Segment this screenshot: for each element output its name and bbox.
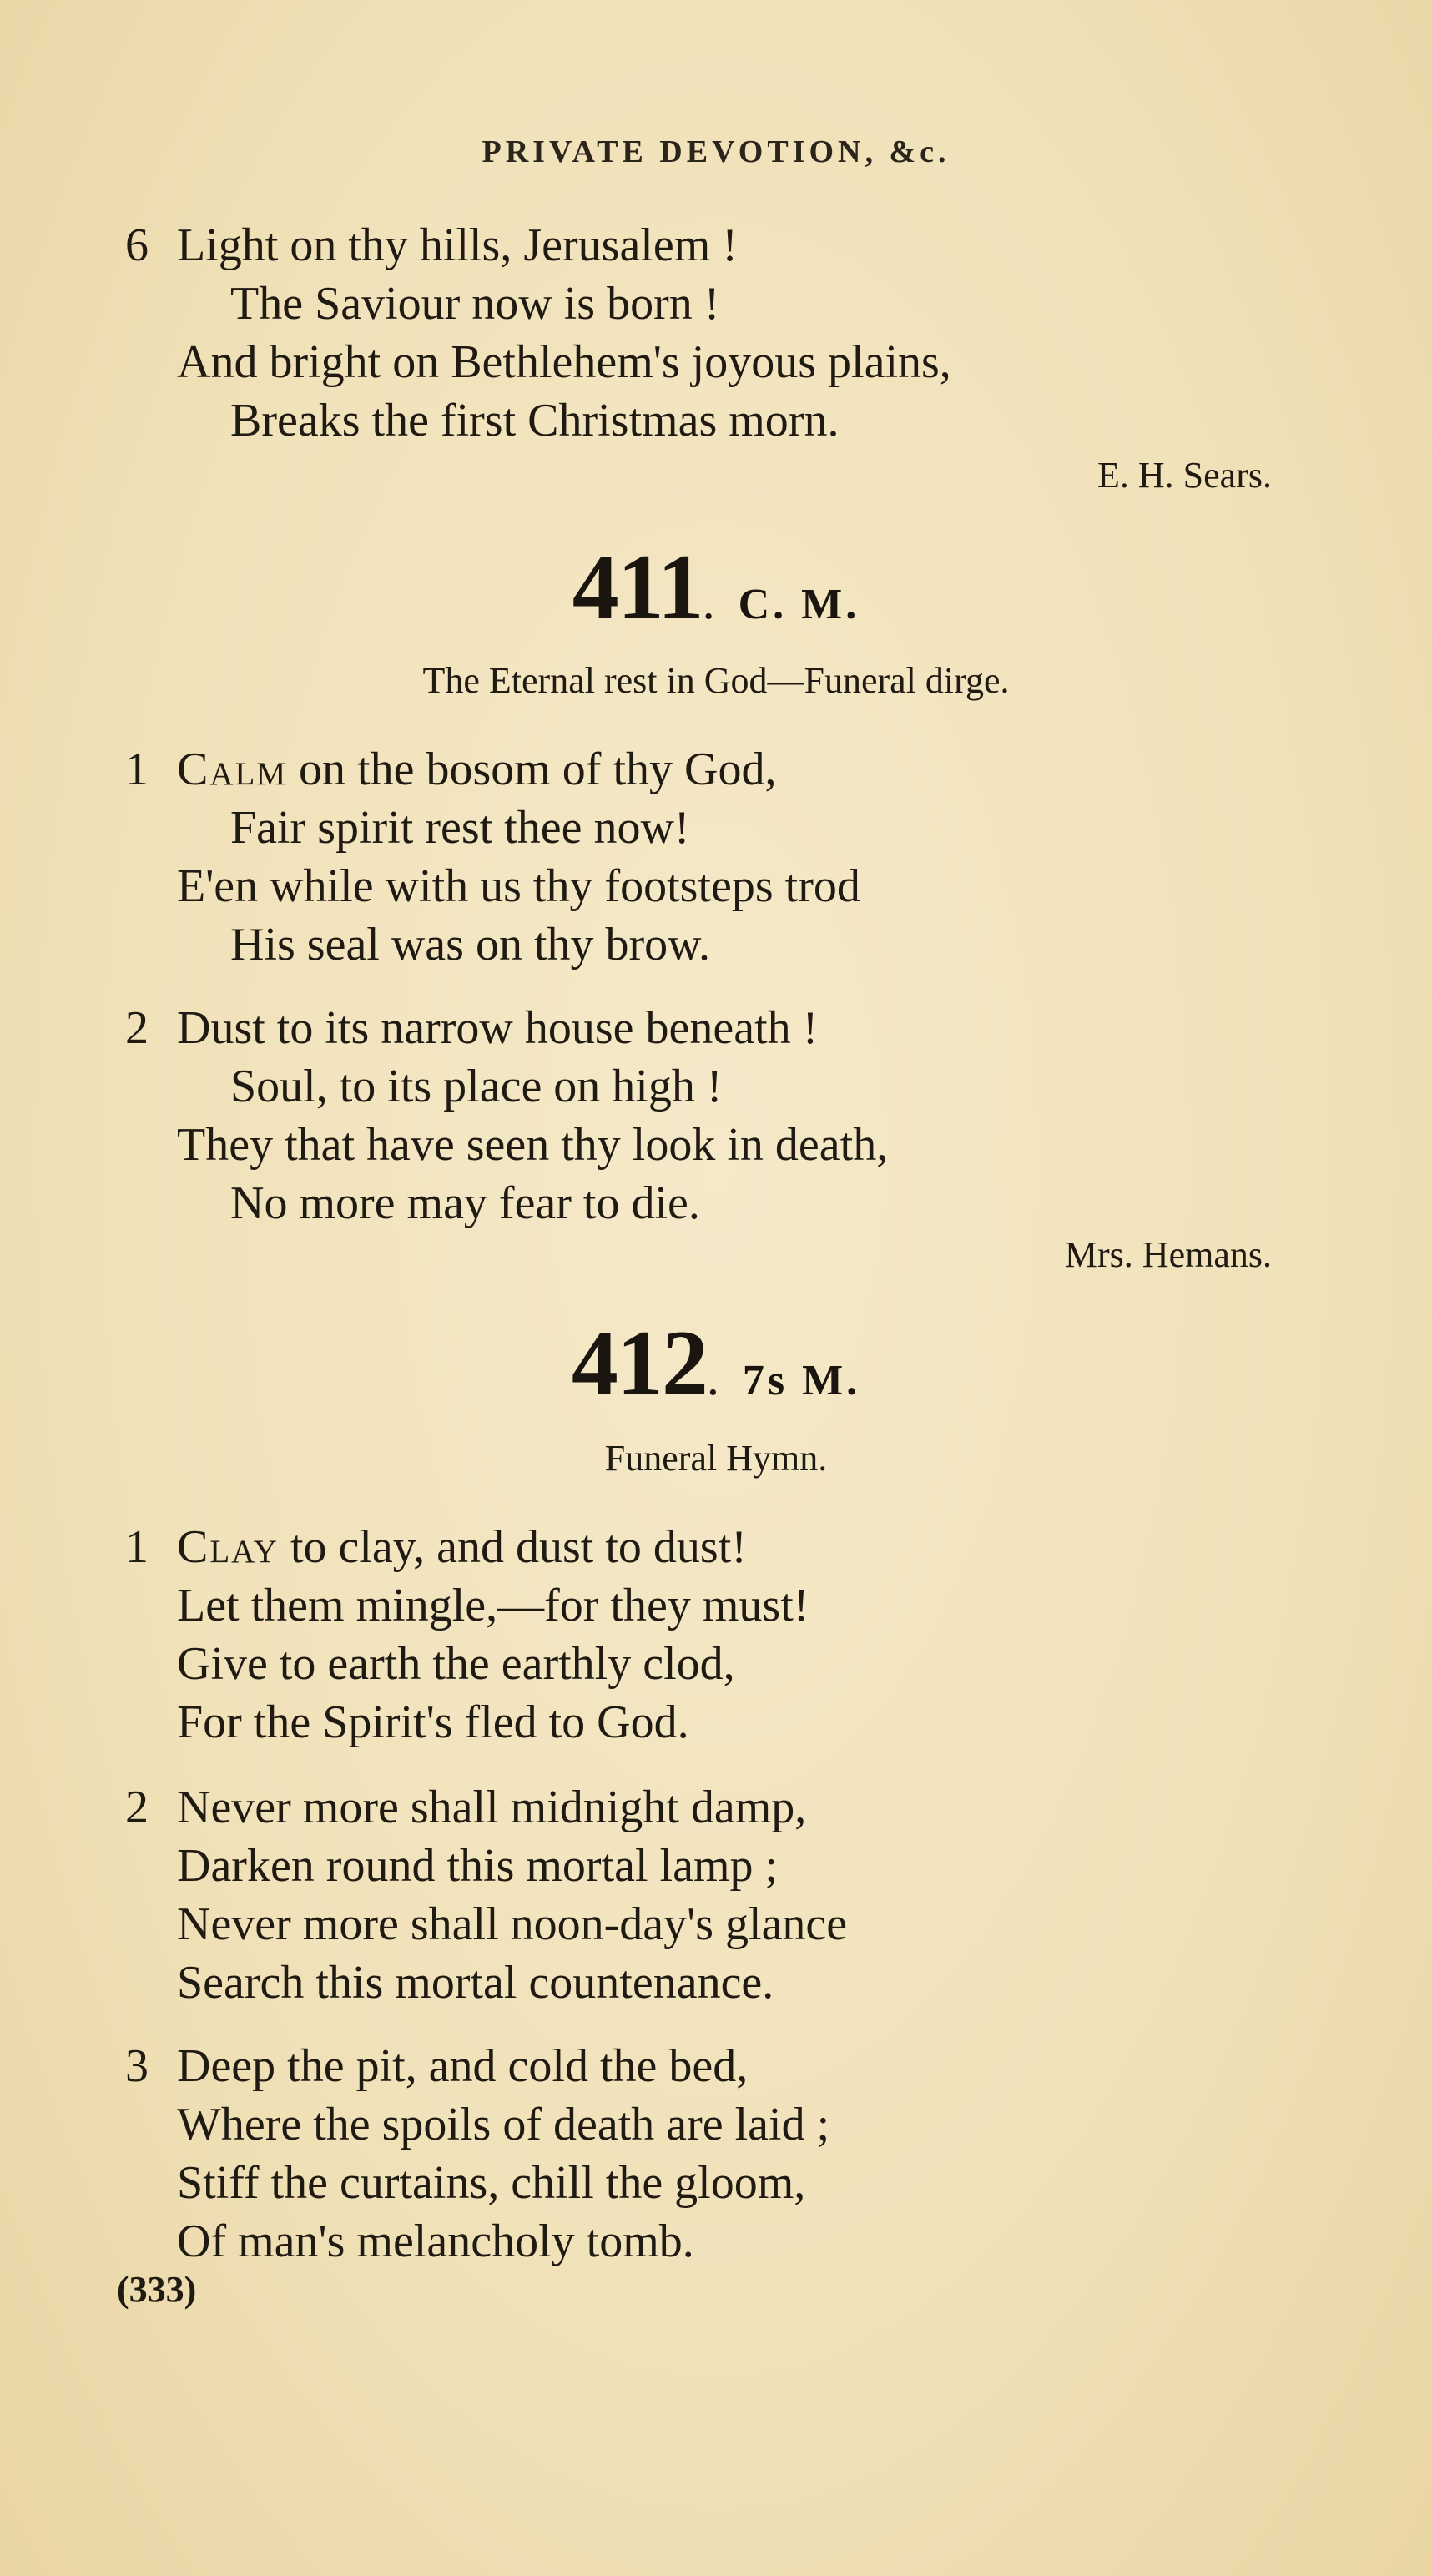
hymn-number: 412 bbox=[571, 1312, 707, 1415]
verse-first-line: Never more shall midnight damp, bbox=[177, 1782, 807, 1833]
verse-line: Soul, to its place on high ! bbox=[230, 1061, 723, 1112]
hymn-heading: 411. C. M. bbox=[572, 536, 860, 639]
verse-number: 1 bbox=[125, 744, 149, 795]
author-attribution: E. H. Sears. bbox=[1097, 455, 1272, 496]
verse-line: They that have seen thy look in death, bbox=[177, 1119, 889, 1171]
verse-first-line: Dust to its narrow house beneath ! bbox=[177, 1002, 819, 1054]
verse-line: The Saviour now is born ! bbox=[230, 278, 720, 330]
hymn-subtitle: The Eternal rest in God—Funeral dirge. bbox=[422, 660, 1010, 701]
verse-first-rest: to clay, and dust to dust! bbox=[278, 1521, 747, 1573]
hymn-meter: C. M. bbox=[738, 581, 860, 628]
verse-number: 2 bbox=[125, 1782, 149, 1833]
verse-line: And bright on Bethlehem's joyous plains, bbox=[177, 336, 951, 388]
verse-first-rest: on the bosom of thy God, bbox=[287, 744, 777, 795]
verse-line: Search this mortal countenance. bbox=[177, 1957, 774, 2009]
verse-number: 6 bbox=[125, 219, 149, 271]
verse-first-line: Deep the pit, and cold the bed, bbox=[177, 2040, 749, 2092]
verse-line: Never more shall noon-day's glance bbox=[177, 1898, 848, 1950]
verse-line: Of man's melancholy tomb. bbox=[177, 2216, 694, 2267]
verse-line: Give to earth the earthly clod, bbox=[177, 1638, 735, 1690]
hymn-subtitle: Funeral Hymn. bbox=[604, 1438, 828, 1479]
verse-number: 3 bbox=[125, 2040, 149, 2092]
verse-first-word: Clay bbox=[177, 1521, 279, 1573]
verse-line: Stiff the curtains, chill the gloom, bbox=[177, 2157, 806, 2209]
running-header: PRIVATE DEVOTION, &c. bbox=[482, 134, 950, 169]
verse-number: 1 bbox=[125, 1521, 149, 1573]
hymn-meter: 7s M. bbox=[742, 1357, 861, 1404]
page-number: (333) bbox=[117, 2269, 197, 2310]
verse-line: Where the spoils of death are laid ; bbox=[177, 2099, 830, 2150]
author-attribution: Mrs. Hemans. bbox=[1064, 1234, 1272, 1275]
verse-line: Breaks the first Christmas morn. bbox=[230, 395, 840, 446]
verse-line: Light on thy hills, Jerusalem ! bbox=[177, 219, 738, 271]
verse-number: 2 bbox=[125, 1002, 149, 1054]
verse-first-line bbox=[177, 1520, 747, 1574]
hymn-heading: 412. 7s M. bbox=[571, 1312, 861, 1415]
verse-line: Darken round this mortal lamp ; bbox=[177, 1840, 779, 1892]
verse-line: Fair spirit rest thee now! bbox=[230, 802, 690, 854]
verse-line: No more may fear to die. bbox=[230, 1177, 700, 1229]
verse-first-line bbox=[177, 743, 776, 796]
verse-first-word: Calm bbox=[177, 744, 288, 795]
verse-line: For the Spirit's fled to God. bbox=[177, 1696, 689, 1748]
verse-line: E'en while with us thy footsteps trod bbox=[177, 860, 860, 912]
verse-line: Let them mingle,—for they must! bbox=[177, 1580, 809, 1631]
verse-line: His seal was on thy brow. bbox=[230, 919, 710, 970]
hymn-number: 411 bbox=[572, 536, 703, 639]
